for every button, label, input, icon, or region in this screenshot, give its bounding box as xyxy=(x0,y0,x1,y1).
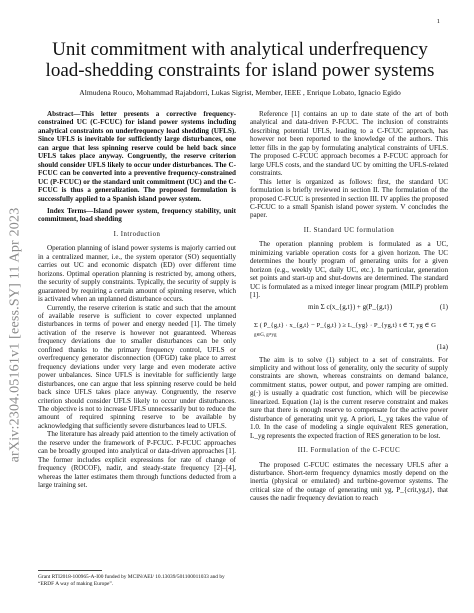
standard-uc-explanation: The aim is to solve (1) subject to a set of constraints. For simplicity and without loss of generality, only the security of supply constraints are shown, whereas constraints on demand balance, commitment status, power output, and power ramping are omitted. g(·) is usually a quadratic cost function, which will be piecewise linearized. Equation (1a) is the current reserve constraint and makes sure that there is enough reserve to compensate for the active power disturbance of generating unit yg. A priori, L_yg takes the value of 1.0. In the case of modeling a single equivalent RES generation, L_yg represents the expected fraction of RES generation to be lost. xyxy=(250,355,448,440)
footnote xyxy=(38,570,236,588)
right-paragraph-2: This letter is organized as follows: first, the standard UC formulation is briefly reviewed in section II. The formulation of the proposed C-FCUC is presented in section III. IV applies the proposed C-FCUC to a small Spanish island power system. V concludes the paper. xyxy=(250,177,448,220)
abstract: Abstract—This letter presents a corrective frequency-constrained UC (C-FCUC) for island power systems including analytical constraints on underfrequency load shedding (UFLS). Since UFLS is inevitable for sufficiently large disturbances, one can argue that less spinning reserve could be held back since UFLS takes place anyway. Congruently, the reserve criterion should consider UFLS likely to occur under disturbances. The C-FCUC can be converted into a preventive frequency-constrained UC (P-FCUC) or the standard unit commitment (UC) and the C-FCUC is thus a generalization. The proposed formulation is successfully applied to a Spanish island power system. xyxy=(38,110,236,203)
section-heading-cfcuc: III. Formulation of the C-FCUC xyxy=(297,447,401,455)
paper-title: Unit commitment with analytical underfrequency load-shedding constraints for island power systems xyxy=(45,39,435,81)
cfcuc-paragraph: The proposed C-FCUC estimates the necessary UFLS after a disturbance. Short-term frequency dynamics mostly depend on the inertia (physical or emulated) and turbine-governor systems. The critical size of the outage of generating unit yg, P_{crit,yg,t}, that causes the nadir frequency deviation to reach xyxy=(250,460,448,503)
section-heading-standard-uc: II. Standard UC formulation xyxy=(303,226,395,234)
right-column xyxy=(250,110,448,503)
left-column xyxy=(38,110,236,489)
equation-1a-body: Σ ( P̄_{g,t} · x_{g,t} − P_{g,t} ) ≥ L_{yg} · P_{yg,t} t ∈ T, yg ∈ G xyxy=(254,321,437,329)
arxiv-sidebar xyxy=(5,150,25,520)
intro-paragraph-2: Currently, the reserve criterion is static and such that the amount of available reserve is sufficient to cover expected unplanned disturbances in terms of power and energy needed [1]. The timely activation of the reserve is however not guaranteed. Whereas frequency deviations due to smaller disturbances can be only confined thanks to the primary frequency control, UFLS or overfrequency generator disconnection (OFGD) take place to arrest frequency deviations under very large and even moderate active power unbalances. Since UFLS is inevitable for sufficiently large disturbances, one can argue that less spinning reserve could be held back since UFLS takes place anyway. Congruently, the reserve criterion should consider UFLS likely to occur under disturbances. The objective is not to increase UFLS unnecessarily but to reduce the amount of required spinning reserve to be available by acknowledging that sufficiently severe disturbances lead to UFLS. xyxy=(38,303,236,430)
right-paragraph-1: Reference [1] contains an up to date state of the art of both analytical and data-driven P-FCUC. The inclusion of constraints describing potential UFLS, leading to a C-FCUC approach, has however not been reported to the knowledge of the authors. This letter fills in the gap by formulating analytical constraints of UFLS. The proposed C-FCUC approach becomes a P-FCUC approach for large UFLS costs, and the standard UC by omitting the UFLS-related constraints. xyxy=(250,110,448,178)
footnote-rule xyxy=(38,570,102,571)
page-number: 1 xyxy=(436,18,440,25)
equation-1a xyxy=(250,316,448,356)
equation-1-objective: min Σ c(x_{g,t}) + g(P_{g,t}) xyxy=(308,302,393,311)
section-heading-introduction: I. Introduction xyxy=(113,230,161,238)
index-terms: Index Terms—Island power system, frequency stability, unit commitment, load shedding xyxy=(38,206,236,224)
arxiv-identifier: arXiv:2304.05161v1 [eess.SY] 11 Apr 2023 xyxy=(7,207,23,463)
intro-paragraph-1: Operation planning of island power systems is majorly carried out in a centralized manner, i.e., the system operator (SO) sequentially carries out UC and economic dispatch (ED) over different time horizons. Optimal operation planning is restricted by, among others, the security of supply constraints. Typically, the security of supply is guaranteed by requiring a certain amount of spinning reserve, which is activated when an unplanned disturbance occurs. xyxy=(38,244,236,304)
equation-1-number: (1) xyxy=(439,302,448,311)
equation-1 xyxy=(250,300,448,316)
equation-1a-number: (1a) xyxy=(436,342,448,351)
equation-1a-subscript: g∈G, g≠yg xyxy=(254,332,277,338)
footnote-text: Grant RTI2018-100965-A-I00 funded by MCIN/AEI/ 10.13039/501100011033 and by “ERDF A way of making Europe”. xyxy=(38,574,225,587)
author-list: Almudena Rouco, Mohammad Rajabdorri, Lukas Sigrist, Member, IEEE , Enrique Lobato, Ignacio Egido xyxy=(79,88,401,97)
standard-uc-paragraph: The operation planning problem is formulated as a UC, minimizing variable operation costs for a given horizon. The UC determines the hourly program of generating units for a given horizon (e.g., weekly UC, daily UC, etc.). In particular, generation set points and start-up and shut-downs are determined. The standard UC is formulated as a mixed integer linear program (MILP) problem [1]. xyxy=(250,240,448,300)
intro-paragraph-3: The literature has already paid attention to the timely activation of the reserve under the framework of P-FCUC. P-FCUC approaches can be broadly grouped into analytical or data-driven approaches [1]. The former includes explicit expressions for rate of change of frequency (ROCOF), nadir, and steady-state frequency [2]–[4], whereas the latter estimates them through functions deducted from a large training set. xyxy=(38,430,236,490)
